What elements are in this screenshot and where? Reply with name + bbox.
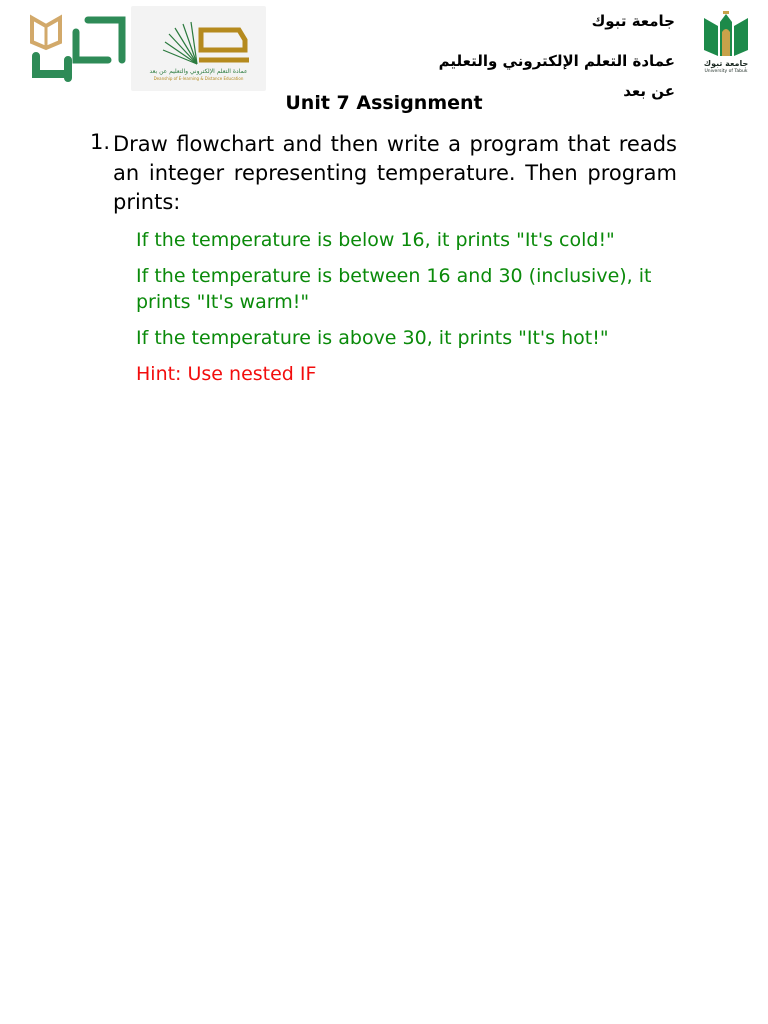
question-text: Draw flowchart and then write a program that reads an integer representing temperature. Then program prints: [113,132,677,214]
condition-hot: If the temperature is above 30, it prints "It's hot!" [136,327,609,349]
deanship-logo-arabic-text: عمادة التعلم الإلكتروني والتعليم عن بعد [149,68,248,75]
condition-warm: If the temperature is between 16 and 30 (inclusive), it prints "It's warm!" [136,265,652,313]
condition-cold: If the temperature is below 16, it prints "It's cold!" [136,229,615,251]
tabuk-logo-arabic-text: جامعة تبوك [703,59,749,68]
university-name: جامعة تبوك [591,12,675,30]
tabuk-emblem-icon [700,10,752,58]
kalam-logo [28,12,126,84]
deanship-logo-icon [141,20,256,68]
page-title: Unit 7 Assignment [285,92,483,114]
deanship-name: عمادة التعلم الإلكتروني والتعليم [438,52,675,70]
deanship-logo-english-text: Deanship of E-learning & Distance Education [153,76,244,81]
hint-text: Hint: Use nested IF [136,363,317,385]
deanship-name-continued: عن بعد [623,82,675,100]
kalam-logo-icon [28,12,126,84]
question-number: 1. [90,130,111,154]
tabuk-logo-english-text: University of Tabuk [704,69,748,74]
deanship-logo [131,6,266,91]
